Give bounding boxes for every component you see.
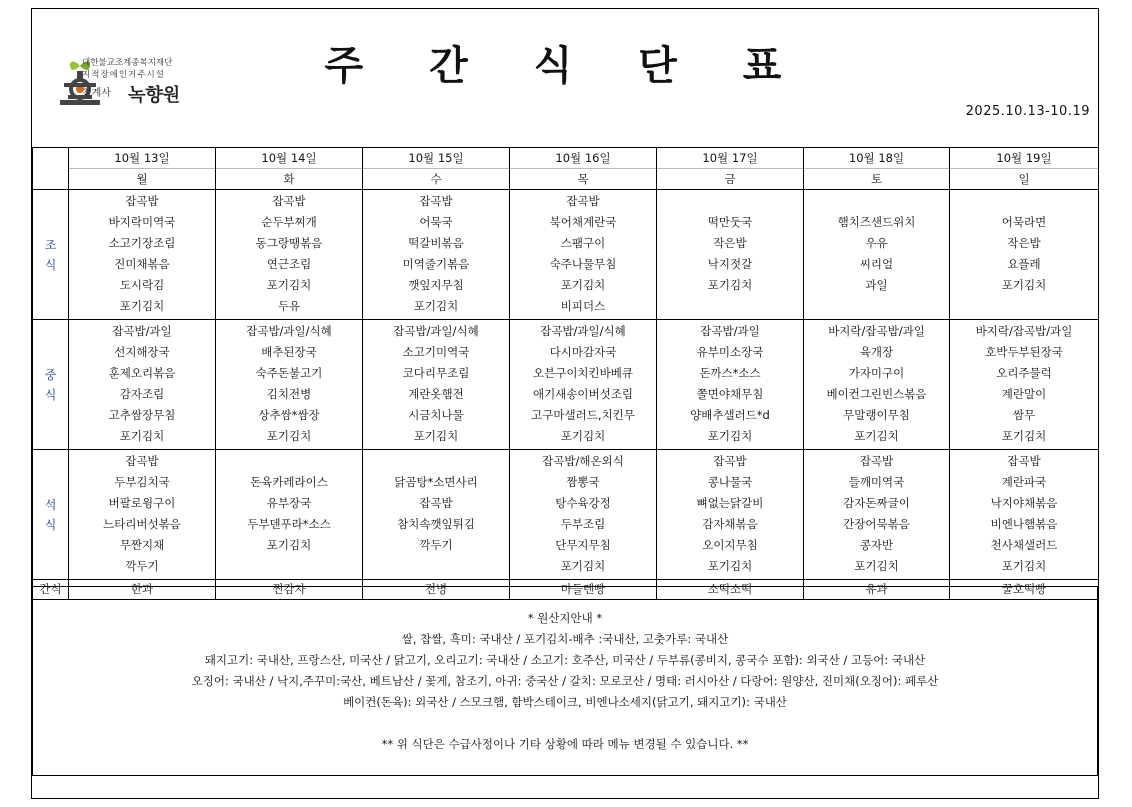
menu-item: 계란말이 xyxy=(1001,387,1047,401)
menu-item: 잡곡밥/과일/식혜 xyxy=(246,324,332,338)
menu-item: 어묵라면 xyxy=(1001,215,1047,229)
menu-item xyxy=(657,296,803,317)
menu-item: 잡곡밥 xyxy=(566,194,600,208)
menu-item: 오븐구이치킨바베큐 xyxy=(533,366,633,380)
menu-item: 들깨미역국 xyxy=(848,475,905,489)
menu-item: 유부미소장국 xyxy=(696,345,764,359)
menu-item: 숙주돈불고기 xyxy=(255,366,323,380)
menu-item xyxy=(216,556,362,577)
menu-cell xyxy=(657,320,804,450)
menu-item: 잡곡밥 xyxy=(272,194,306,208)
menu-item: 포기김치 xyxy=(119,299,165,313)
snack-item: 유과 xyxy=(804,580,950,600)
menu-item: 포기김치 xyxy=(560,278,606,292)
menu-item: 비엔나햄볶음 xyxy=(990,517,1058,531)
menu-table xyxy=(32,147,1099,600)
menu-item: 애기새송이버섯조림 xyxy=(533,387,633,401)
menu-item: 포기김치 xyxy=(119,429,165,443)
menu-cell xyxy=(510,190,657,320)
menu-item: 깻잎지무침 xyxy=(408,278,464,292)
snack-item: 꿀호떡빵 xyxy=(950,580,1099,600)
menu-item: 돈육카레라이스 xyxy=(250,475,328,489)
menu-item: 소고기미역국 xyxy=(402,345,470,359)
menu-item: 동그랑땡볶음 xyxy=(255,236,323,250)
menu-item: 잡곡밥 xyxy=(125,454,159,468)
menu-item: 육개장 xyxy=(859,345,894,359)
menu-item: 미역줄기볶음 xyxy=(402,257,470,271)
menu-cell xyxy=(363,190,510,320)
menu-cell xyxy=(216,320,363,450)
day-header xyxy=(804,148,950,190)
menu-item: 포기김치 xyxy=(1001,278,1047,292)
menu-item: 잡곡밥/과일 xyxy=(700,324,760,338)
day-of-week: 금 xyxy=(724,172,736,186)
menu-item: 깍두기 xyxy=(125,559,159,573)
menu-item: 스팸구이 xyxy=(560,236,606,250)
menu-item: 잡곡밥 xyxy=(419,194,453,208)
menu-cell xyxy=(216,450,363,580)
day-date: 10월 17일 xyxy=(657,148,803,169)
menu-cell xyxy=(804,450,950,580)
meal-label: 석 식 xyxy=(33,450,69,580)
menu-item: 두부조림 xyxy=(560,517,606,531)
menu-item: 낙지젓갈 xyxy=(707,257,753,271)
menu-item: 배추된장국 xyxy=(261,345,317,359)
menu-item: 김치전병 xyxy=(266,387,312,401)
snack-item: 찐감자 xyxy=(216,580,363,600)
menu-item: 잡곡밥 xyxy=(1007,454,1041,468)
menu-item: 어묵국 xyxy=(419,215,453,229)
menu-item: 포기김치 xyxy=(413,429,459,443)
day-of-week: 토 xyxy=(870,172,883,186)
menu-item xyxy=(950,296,1098,317)
menu-item: 무짠지채 xyxy=(119,538,165,552)
day-of-week: 목 xyxy=(577,172,589,186)
menu-item: 포기김치 xyxy=(707,559,753,573)
org-name-line1: 대한불교조계종복지재단 xyxy=(82,58,173,68)
menu-item: 쫄면야채무침 xyxy=(696,387,764,401)
menu-cell xyxy=(804,320,950,450)
menu-cell xyxy=(363,320,510,450)
day-header xyxy=(657,148,804,190)
menu-cell xyxy=(69,190,216,320)
org-name-line3: 청계사 xyxy=(82,88,111,99)
menu-item: 고구마샐러드,치킨무 xyxy=(531,408,635,422)
day-date: 10월 18일 xyxy=(804,148,949,169)
menu-item: 도시락김 xyxy=(119,278,165,292)
menu-item: 선지해장국 xyxy=(114,345,170,359)
menu-item: 쌈무 xyxy=(1012,408,1036,422)
notes-footer: ** 위 식단은 수급사정이나 기타 상황에 따라 메뉴 변경될 수 있습니다. ** xyxy=(381,737,749,751)
snack-item: 한과 xyxy=(69,580,216,600)
menu-item: 무말랭이무침 xyxy=(843,408,910,422)
menu-item: 잡곡밥/과일/식혜 xyxy=(540,324,626,338)
menu-item: 베이컨그린빈스볶음 xyxy=(826,387,927,401)
menu-item: 감자돈짜글이 xyxy=(843,496,910,510)
menu-cell xyxy=(950,450,1099,580)
menu-item: 바지락/잡곡밥/과일 xyxy=(828,324,925,338)
day-date: 10월 14일 xyxy=(216,148,362,169)
menu-item xyxy=(657,191,803,212)
menu-item: 단무지무침 xyxy=(555,538,611,552)
meal-row xyxy=(33,190,1099,320)
menu-item: 가자미구이 xyxy=(848,366,905,380)
page-title: 주 간 식 단 표 xyxy=(324,43,808,89)
menu-item: 우유 xyxy=(865,236,888,250)
menu-item: 잡곡밥 xyxy=(419,496,453,510)
menu-item xyxy=(363,451,509,472)
day-header xyxy=(69,148,216,190)
origin-notes xyxy=(32,586,1098,776)
day-header xyxy=(950,148,1099,190)
menu-item: 참치속깻잎튀김 xyxy=(397,517,475,531)
menu-cell xyxy=(950,320,1099,450)
menu-item: 유부장국 xyxy=(266,496,312,510)
menu-item xyxy=(950,191,1098,212)
menu-item: 돈까스*소스 xyxy=(699,366,761,380)
menu-item: 비피더스 xyxy=(560,299,606,313)
menu-item: 계란파국 xyxy=(1001,475,1047,489)
menu-item: 두부덴푸라*소스 xyxy=(247,517,331,531)
menu-item: 포기김치 xyxy=(560,429,606,443)
snack-label: 간식 xyxy=(33,580,69,600)
menu-item: 오리주물럭 xyxy=(996,366,1052,380)
menu-item: 포기김치 xyxy=(413,299,459,313)
menu-item: 바지락/잡곡밥/과일 xyxy=(975,324,1073,338)
menu-item: 햄치즈샌드위치 xyxy=(837,215,916,229)
menu-cell xyxy=(657,450,804,580)
menu-cell xyxy=(69,320,216,450)
menu-item: 훈제오리볶음 xyxy=(108,366,176,380)
menu-item: 다시마감자국 xyxy=(549,345,617,359)
menu-cell xyxy=(510,450,657,580)
day-date: 10월 19일 xyxy=(950,148,1098,169)
menu-item: 두부김치국 xyxy=(114,475,170,489)
menu-item: 고추쌈장무침 xyxy=(108,408,176,422)
menu-item: 잡곡밥 xyxy=(713,454,747,468)
notes-line: 쌀, 찹쌀, 흑미: 국내산 / 포기김치-배추 :국내산, 고춧가루: 국내산 xyxy=(401,632,729,646)
menu-item: 떡갈비볶음 xyxy=(408,236,464,250)
menu-item: 작은밥 xyxy=(1007,236,1041,250)
snack-item: 마들렌빵 xyxy=(510,580,657,600)
menu-item: 감자채볶음 xyxy=(702,517,758,531)
menu-item: 감자조림 xyxy=(119,387,165,401)
menu-item: 짬뽕국 xyxy=(566,475,600,489)
snack-item: 소떡소떡 xyxy=(657,580,804,600)
menu-item xyxy=(216,451,362,472)
org-name: 녹향원 xyxy=(128,85,181,106)
menu-item: 탕수육강정 xyxy=(555,496,611,510)
notes-heading: * 원산지안내 * xyxy=(527,611,603,625)
menu-item: 시금치나물 xyxy=(408,408,464,422)
menu-item: 숙주나물무침 xyxy=(549,257,617,271)
menu-item: 북어채계란국 xyxy=(549,215,617,229)
notes-line: 오징어: 국내산 / 낙지,주꾸미:국산, 베트남산 / 꽃게, 참조기, 아귀: 중국산 / 갈치: 모로코산 / 명태: 러시아산 / 다랑어: 원양산, 진미채(오징어): 페루산 xyxy=(191,674,939,688)
notes-line: 돼지고기: 국내산, 프랑스산, 미국산 / 닭고기, 오리고기: 국내산 / 소고기: 호주산, 미국산 / 두부류(콩비지, 콩국수 포함): 외국산 / 고등어: 국내산 xyxy=(204,653,926,667)
logo xyxy=(58,56,258,112)
day-date: 10월 15일 xyxy=(363,148,509,169)
menu-item: 버팔로윙구이 xyxy=(108,496,176,510)
menu-cell xyxy=(950,190,1099,320)
menu-item: 포기김치 xyxy=(854,559,899,573)
menu-item: 포기김치 xyxy=(560,559,606,573)
menu-item: 코다리무조림 xyxy=(402,366,470,380)
menu-item: 천사채샐러드 xyxy=(990,538,1058,552)
menu-item: 소고기장조림 xyxy=(108,236,176,250)
day-header xyxy=(216,148,363,190)
menu-item: 호박두부된장국 xyxy=(985,345,1063,359)
menu-item: 떡만둣국 xyxy=(707,215,753,229)
menu-item: 잡곡밥 xyxy=(125,194,159,208)
menu-item xyxy=(804,296,949,317)
menu-cell xyxy=(657,190,804,320)
snack-item: 전병 xyxy=(363,580,510,600)
org-name-line2: 지적장애인거주시설 xyxy=(82,70,165,80)
menu-item: 포기김치 xyxy=(707,278,753,292)
menu-item: 잡곡밥/과일 xyxy=(112,324,172,338)
menu-item: 양배추샐러드*d xyxy=(690,408,770,422)
menu-item: 작은밥 xyxy=(713,236,747,250)
day-of-week: 월 xyxy=(136,172,148,186)
menu-item: 연근조림 xyxy=(266,257,312,271)
menu-item: 닭곰탕*소면사리 xyxy=(394,475,478,489)
menu-cell xyxy=(510,320,657,450)
menu-item xyxy=(363,556,509,577)
day-date: 10월 16일 xyxy=(510,148,656,169)
menu-item: 두유 xyxy=(277,299,301,313)
menu-cell xyxy=(216,190,363,320)
menu-item: 간장어묵볶음 xyxy=(843,517,910,531)
notes-line: 베이컨(돈육): 외국산 / 스모크햄, 함박스테이크, 비엔나소세지(닭고기, 돼지고기): 국내산 xyxy=(343,695,787,709)
menu-cell xyxy=(363,450,510,580)
menu-item: 포기김치 xyxy=(1001,429,1047,443)
menu-item: 깍두기 xyxy=(419,538,453,552)
header-corner xyxy=(33,148,69,190)
day-header xyxy=(510,148,657,190)
menu-item: 콩자반 xyxy=(859,538,894,552)
day-of-week: 화 xyxy=(283,172,295,186)
menu-item: 잡곡밥/해온외식 xyxy=(542,454,624,468)
menu-item: 잡곡밥/과일/식혜 xyxy=(393,324,479,338)
menu-item: 포기김치 xyxy=(266,538,312,552)
meal-row xyxy=(33,320,1099,450)
menu-item: 상추쌈*쌈장 xyxy=(258,408,320,422)
menu-item: 요플레 xyxy=(1007,257,1041,271)
menu-item: 낙지야채볶음 xyxy=(990,496,1058,510)
date-range: 2025.10.13-10.19 xyxy=(965,104,1090,119)
day-of-week: 일 xyxy=(1018,172,1030,186)
meal-label: 조 식 xyxy=(33,190,69,320)
menu-item: 계란옷햄전 xyxy=(408,387,464,401)
menu-item: 진미채볶음 xyxy=(114,257,170,271)
day-date: 10월 13일 xyxy=(69,148,215,169)
menu-item: 과일 xyxy=(865,278,888,292)
menu-item: 포기김치 xyxy=(1001,559,1047,573)
menu-item: 느타리버섯볶음 xyxy=(103,517,181,531)
menu-item: 콩나물국 xyxy=(707,475,753,489)
menu-item: 씨리얼 xyxy=(859,257,894,271)
menu-item xyxy=(804,191,949,212)
menu-item: 바지락미역국 xyxy=(108,215,176,229)
menu-cell xyxy=(69,450,216,580)
meal-row xyxy=(33,450,1099,580)
menu-item: 오이지무침 xyxy=(702,538,758,552)
menu-item: 뼈없는닭갈비 xyxy=(696,496,764,510)
menu-item: 포기김치 xyxy=(266,429,312,443)
menu-item: 포기김치 xyxy=(707,429,753,443)
menu-item: 포기김치 xyxy=(266,278,312,292)
menu-item: 잡곡밥 xyxy=(859,454,894,468)
menu-item: 포기김치 xyxy=(854,429,899,443)
day-of-week: 수 xyxy=(430,172,442,186)
day-header xyxy=(363,148,510,190)
menu-cell xyxy=(804,190,950,320)
menu-item: 순두부찌개 xyxy=(261,215,317,229)
meal-label: 중 식 xyxy=(33,320,69,450)
